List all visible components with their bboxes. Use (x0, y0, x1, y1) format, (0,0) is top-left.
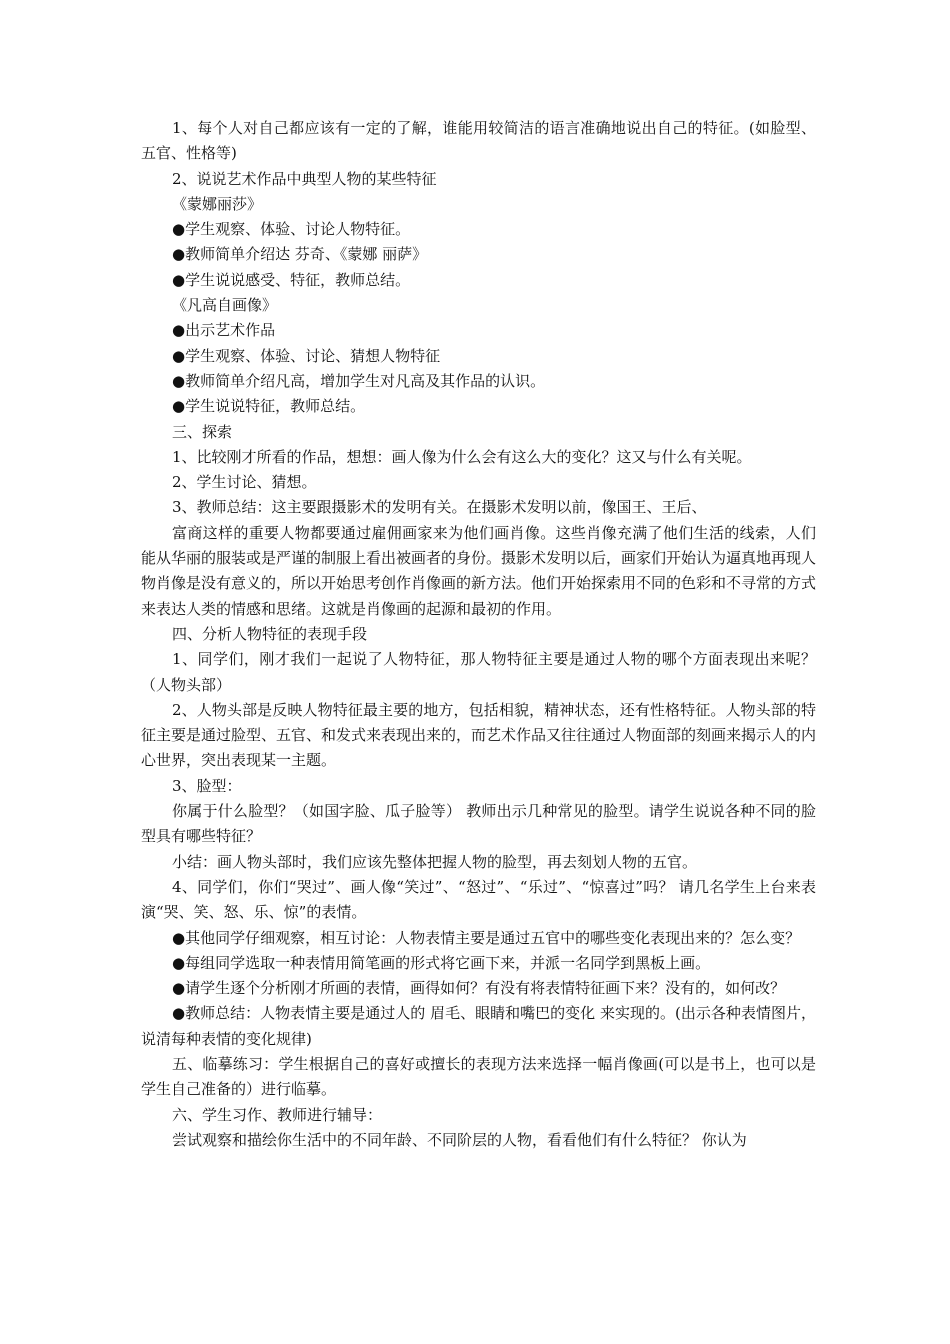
bullet-item: ●学生说说特征，教师总结。 (172, 397, 366, 416)
paragraph: 4、同学们，你们“哭过”、画人像“笑过”、“怒过”、“乐过”、“惊喜过”吗？ 请几名学生上台来表演“哭、笑、怒、乐、惊”的表情。 (141, 877, 816, 922)
paragraph: 3、教师总结：这主要跟摄影术的发明有关。在摄影术发明以前，像国王、王后、 (172, 498, 707, 517)
bullet-item: ●请学生逐个分析刚才所画的表情，画得如何？有没有将表情特征画下来？没有的，如何改？ (172, 979, 786, 998)
paragraph: 你属于什么脸型？（如国字脸、瓜子脸等） 教师出示几种常见的脸型。请学生说说各种不同的脸型具有哪些特征？ (141, 802, 816, 846)
paragraph: 富商这样的重要人物都要通过雇佣画家来为他们画肖像。这些肖像充满了他们生活的线索，人们能从华丽的服装或是严谨的制服上看出被画者的身份。摄影术发明以后，画家们开始认为逼真地再现人物肖像是没有意义的，所以开始思考创作肖像画的新方法。他们开始探索用不同的色彩和不寻常的方式来表达人类的情感和思绪。这就是肖像画的起源和最初的作用。 (141, 523, 817, 618)
paragraph: 尝试观察和描绘你生活中的不同年龄、不同阶层的人物，看看他们有什么特征？ 你认为 (172, 1130, 747, 1149)
bullet-item: ●教师简单介绍凡高，增加学生对凡高及其作品的认识。 (172, 371, 546, 390)
bullet-item: ●学生观察、体验、讨论人物特征。 (172, 220, 411, 239)
paragraph-self-features: 1、每个人对自己都应该有一定的了解，谁能用较简洁的语言准确地说出自己的特征。(如脸型、五官、性格等) (141, 119, 816, 163)
bullet-item: ●每组同学选取一种表情用简笔画的形式将它画下来，并派一名同学到黑板上画。 (172, 953, 711, 972)
paragraph-artwork-features: 2、说说艺术作品中典型人物的某些特征 (172, 169, 437, 188)
paragraph-van-gogh-title: 《凡高自画像》 (172, 296, 278, 315)
bullet-item: ●学生说说感受、特征，教师总结。 (172, 270, 411, 289)
section-heading-copy-practice: 五、临摹练习：学生根据自己的喜好或擅长的表现方法来选择一幅肖像画(可以是书上，也可以是学生自己准备的）进行临摹。 (141, 1054, 816, 1099)
bullet-item: ●出示艺术作品 (172, 321, 276, 340)
bullet-item: ●教师简单介绍达 芬奇、《蒙娜 丽萨》 (172, 245, 428, 264)
paragraph: 2、学生讨论、猜想。 (172, 473, 317, 492)
section-heading-explore: 三、探索 (172, 422, 233, 441)
section-heading-analysis: 四、分析人物特征的表现手段 (172, 624, 368, 643)
paragraph-mona-lisa-title: 《蒙娜丽莎》 (172, 194, 263, 213)
paragraph: 1、同学们，刚才我们一起说了人物特征，那人物特征主要是通过人物的哪个方面表现出来呢？（人物头部） (141, 650, 816, 694)
section-heading-student-practice: 六、学生习作、教师进行辅导： (172, 1105, 383, 1124)
paragraph: 3、脸型： (172, 776, 242, 795)
paragraph-summary: 小结：画人物头部时，我们应该先整体把握人物的脸型，再去刻划人物的五官。 (172, 852, 698, 871)
bullet-item: ●学生观察、体验、讨论、猜想人物特征 (172, 346, 441, 365)
bullet-item: ●其他同学仔细观察，相互讨论：人物表情主要是通过五官中的哪些变化表现出来的？怎么变？ (172, 928, 801, 947)
paragraph: 1、比较刚才所看的作品，想想：画人像为什么会有这么大的变化？这又与什么有关呢。 (172, 447, 752, 466)
paragraph: 2、人物头部是反映人物特征最主要的地方，包括相貌，精神状态，还有性格特征。人物头部的特征主要是通过脸型、五官、和发式来表现出来的，而艺术作品又往往通过人物面部的刻画来揭示人的内心世界，突出表现某一主题。 (141, 700, 817, 770)
bullet-item: ●教师总结：人物表情主要是通过人的 眉毛、眼睛和嘴巴的变化 来实现的。(出示各种表情图片，说清每种表情的变化规律) (141, 1004, 816, 1048)
